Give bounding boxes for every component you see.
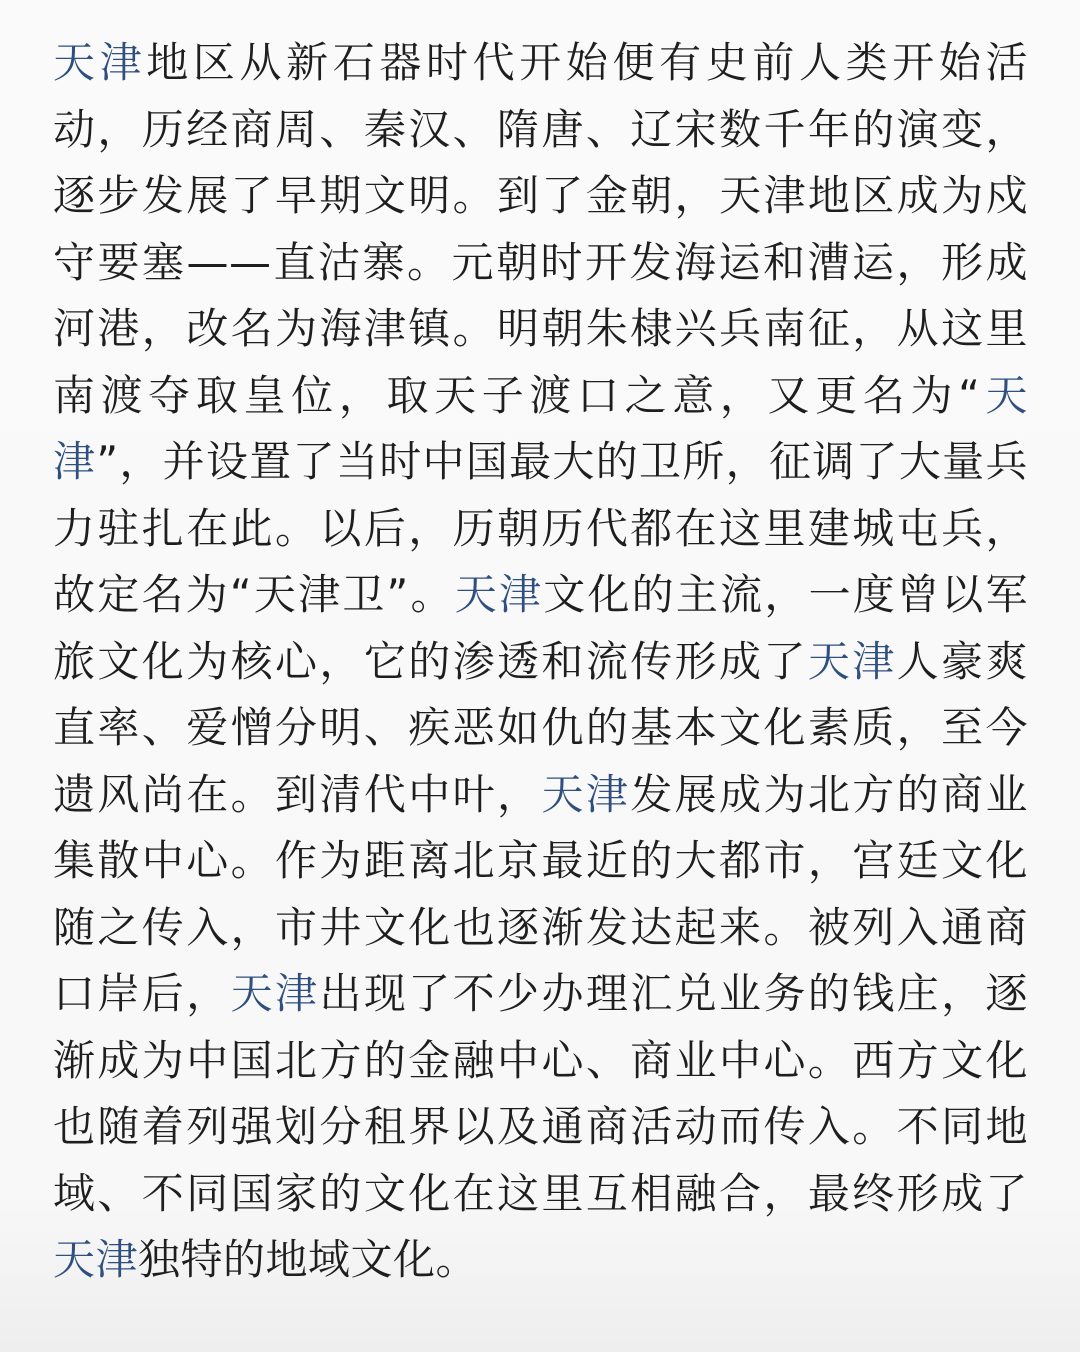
keyword-tianjin: 天津 [807,636,897,686]
keyword-tianjin: 天津 [53,370,1028,486]
text-segment: ”，并设置了当时中国最大的卫所，征调了大量兵力驻扎在此。以后，历朝历代都在这里建城屯兵，故定名为“天津卫”。 [53,437,1028,619]
keyword-tianjin: 天津 [541,769,631,819]
text-segment: 地区从新石器时代开始便有史前人类开始活动，历经商周、秦汉、隋唐、辽宋数千年的演变，逐步发展了早期文明。到了金朝， [53,38,1028,220]
text-segment: 独特的地域文化。 [138,1235,479,1284]
text-segment: 文化的主流，一度曾以军旅文化为核心，它的渗透和流传形成了 [53,570,1028,686]
text-segment: 发展成为北方的商业集散中心。作为距离北京最近的大都市，宫廷文化随之传入，市井文化也逐渐发达起来。被列入通商口岸后， [53,769,1028,1018]
text-segment: 人豪爽直率、爱憎分明、疾恶如仇的基本文化素质，至今遗风尚在。到清代中叶， [53,636,1028,819]
text-segment: 出现了不少办理汇兑业务的钱庄，逐渐成为中国北方的金融中心、商业中心。西方文化也随着列强划分租界以及通商活动而传入。不同地域、不同国家的文化在这里互相融合，最终形成了 [53,969,1028,1218]
text-segment: 天津地区成为戍守要塞——直沽寨。元朝时开发海运和漕运，形成河港，改名为海津镇。明朝朱棣兴兵南征，从这里南渡夺取皇位，取天子渡口之意，又更名为“ [53,171,1028,420]
article-paragraph [53,30,1028,1294]
keyword-tianjin: 天津 [454,570,544,619]
keyword-tianjin: 天津 [53,1235,139,1284]
keyword-tianjin: 天津 [230,969,320,1018]
keyword-tianjin: 天津 [53,38,147,87]
